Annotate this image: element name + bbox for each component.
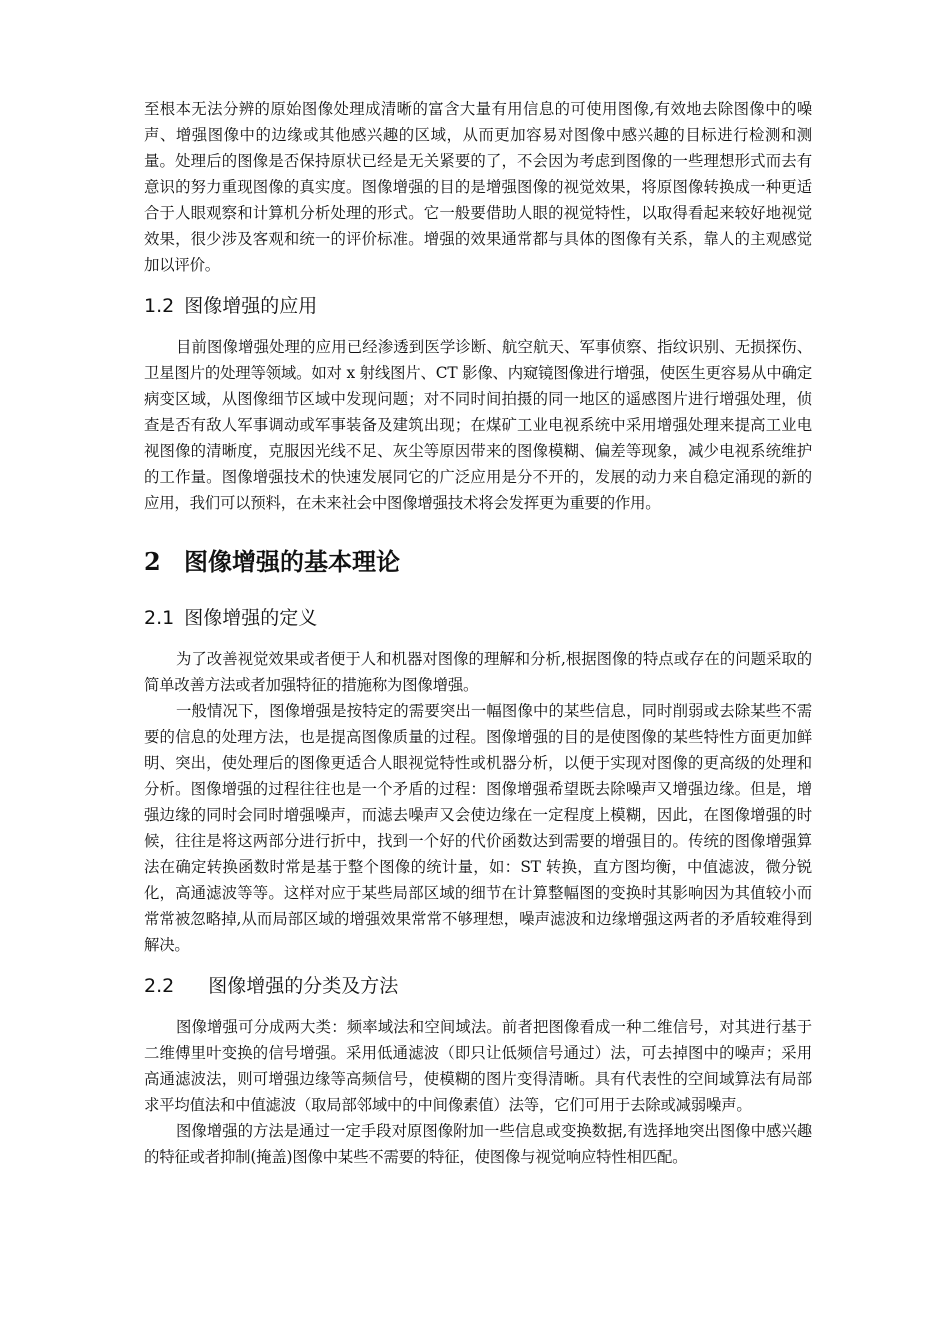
section-2-1-paragraph-1: 为了改善视觉效果或者便于人和机器对图像的理解和分析,根据图像的特点或存在的问题采取的简单改善方法或者加强特征的措施称为图像增强。 <box>144 650 812 694</box>
section-1-2-paragraph: 目前图像增强处理的应用已经渗透到医学诊断、航空航天、军事侦察、指纹识别、无损探伤、卫星图片的处理等领域。如对 x 射线图片、CT 影像、内窥镜图像进行增强，使医生更容易从中确定病变区域，从图像细节区域中发现问题；对不同时间拍摄的同一地区的遥感图片进行增强处理，侦查是否有敌人军事调动或军事装备及建筑出现；在煤矿工业电视系统中采用增强处理来提高工业电视图像的清晰度，克服因光线不足、灰尘等原因带来的图像模糊、偏差等现象，减少电视系统维护的工作量。图像增强技术的快速发展同它的广泛应用是分不开的，发展的动力来自稳定涌现的新的应用，我们可以预料，在未来社会中图像增强技术将会发挥更为重要的作用。 <box>144 338 812 512</box>
section-title: 图像增强的分类及方法 <box>208 975 399 997</box>
section-2-2-heading <box>144 972 812 1000</box>
section-2-1-heading <box>144 604 812 632</box>
chapter-title: 图像增强的基本理论 <box>184 548 400 576</box>
intro-paragraph: 至根本无法分辨的原始图像处理成清晰的富含大量有用信息的可使用图像,有效地去除图像中的噪声、增强图像中的边缘或其他感兴趣的区域，从而更加容易对图像中感兴趣的目标进行检测和测量。处理后的图像是否保持原状已经是无关紧要的了，不会因为考虑到图像的一些理想形式而去有意识的努力重现图像的真实度。图像增强的目的是增强图像的视觉效果，将原图像转换成一种更适合于人眼观察和计算机分析处理的形式。它一般要借助人眼的视觉特性，以取得看起来较好地视觉效果，很少涉及客观和统一的评价标准。增强的效果通常都与具体的图像有关系，靠人的主观感觉加以评价。 <box>144 100 812 274</box>
section-title: 图像增强的应用 <box>184 295 318 317</box>
section-2-2-paragraph-1: 图像增强可分成两大类：频率域法和空间域法。前者把图像看成一种二维信号，对其进行基于二维傅里叶变换的信号增强。采用低通滤波（即只让低频信号通过）法，可去掉图中的噪声；采用高通滤波法，则可增强边缘等高频信号，使模糊的图片变得清晰。具有代表性的空间域算法有局部求平均值法和中值滤波（取局部邻域中的中间像素值）法等，它们可用于去除或减弱噪声。 <box>144 1018 812 1114</box>
document-page <box>144 96 812 1170</box>
section-2-2-paragraph-2: 图像增强的方法是通过一定手段对原图像附加一些信息或变换数据,有选择地突出图像中感兴趣的特征或者抑制(掩盖)图像中某些不需要的特征，使图像与视觉响应特性相匹配。 <box>144 1122 812 1166</box>
section-1-2-heading <box>144 292 812 320</box>
section-number: 1.2 <box>144 295 175 317</box>
section-number: 2.2 <box>144 975 175 997</box>
section-title: 图像增强的定义 <box>184 607 318 629</box>
section-2-1-paragraph-2: 一般情况下，图像增强是按特定的需要突出一幅图像中的某些信息，同时削弱或去除某些不需要的信息的处理方法，也是提高图像质量的过程。图像增强的目的是使图像的某些特性方面更加鲜明、突出，使处理后的图像更适合人眼视觉特性或机器分析，以便于实现对图像的更高级的处理和分析。图像增强的过程往往也是一个矛盾的过程：图像增强希望既去除噪声又增强边缘。但是，增强边缘的同时会同时增强噪声，而滤去噪声又会使边缘在一定程度上模糊，因此，在图像增强的时候，往往是将这两部分进行折中，找到一个好的代价函数达到需要的增强目的。传统的图像增强算法在确定转换函数时常是基于整个图像的统计量，如：ST 转换，直方图均衡，中值滤波，微分锐化，高通滤波等等。这样对应于某些局部区域的细节在计算整幅图的变换时其影响因为其值较小而常常被忽略掉,从而局部区域的增强效果常常不够理想，噪声滤波和边缘增强这两者的矛盾较难得到解决。 <box>144 702 812 954</box>
section-number: 2.1 <box>144 607 175 629</box>
chapter-number: 2 <box>144 547 161 576</box>
chapter-2-heading <box>144 546 812 578</box>
